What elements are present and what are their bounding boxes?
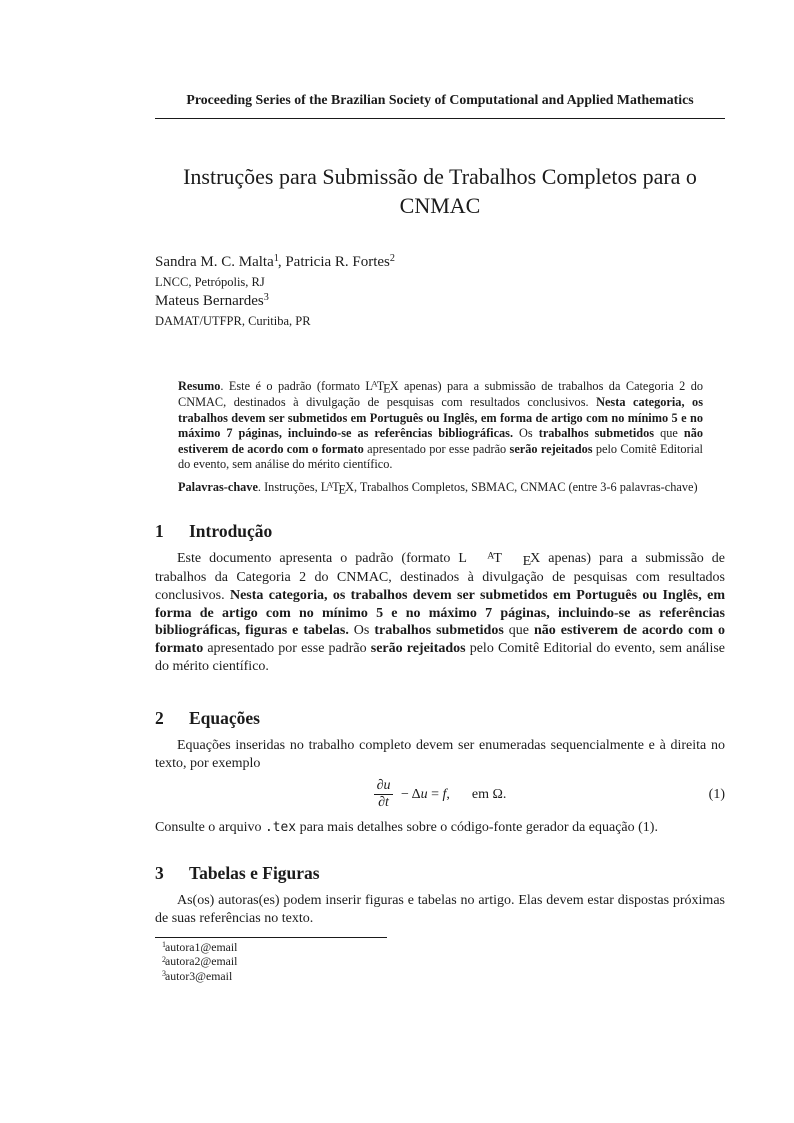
- equation-numerator: ∂u: [374, 778, 394, 795]
- footnote-2-mark: 2: [162, 954, 167, 964]
- footnote-rule: [155, 937, 387, 938]
- page-content: [155, 0, 725, 985]
- section-1-heading: [155, 520, 725, 542]
- abstract-resumo: Resumo. Este é o padrão (formato LATEX apenas) para a submissão de trabalhos da Categoria 2 do CNMAC, destinados à divulgação de pesquisas com resultados conclusivos. Nesta categoria, os trabalhos devem ser submetidos em Português ou Inglês, em forma de artigo com no mínimo 5 e no máximo 7 páginas, incluindo-se as referências bibliográficas. Os trabalhos submetidos que não estiverem de acordo com o formato apresentado por esse padrão serão rejeitados pelo Comitê Editorial do evento, sem análise do mérito científico.: [178, 378, 704, 472]
- footnote-1-mark: 1: [162, 940, 167, 950]
- author-line-2: Mateus Bernardes$^3$: [155, 292, 269, 309]
- paper-title-line2: CNMAC: [399, 193, 481, 218]
- latex-logo: LATEX: [365, 378, 399, 396]
- footnote-3: [155, 970, 725, 985]
- equation-body: − Δu = f,: [397, 786, 450, 802]
- footnote-block: [155, 937, 725, 985]
- paper-title-line1: Instruções para Submissão de Trabalhos Completos para o: [183, 164, 697, 189]
- author-block: [155, 252, 725, 330]
- section-2-heading: [155, 707, 725, 729]
- section-1-number: 1: [155, 520, 164, 541]
- paper-title: [155, 162, 725, 220]
- equations-paragraph: Equações inseridas no trabalho completo devem ser enumeradas sequencialmente e à direita no texto, por exemplo: [155, 738, 725, 772]
- abstract-keywords: Palavras-chave. Instruções, LATEX, Trabalhos Completos, SBMAC, CNMAC (entre 3-6 palavras-chave): [178, 480, 698, 498]
- footnote-3-mark: 3: [162, 969, 167, 979]
- latex-logo: LATEX: [320, 480, 354, 498]
- section-3-title: Tabelas e Figuras: [189, 862, 320, 883]
- running-header: Proceeding Series of the Brazilian Society of Computational and Applied Mathematics: [186, 92, 694, 107]
- abstract: [178, 379, 703, 497]
- footnote-1: [155, 941, 725, 956]
- author-affiliation-2: DAMAT/UTFPR, Curitiba, PR: [155, 314, 311, 328]
- author-line-1: Sandra M. C. Malta$^1$, Patricia R. Fortes$^2$: [155, 253, 395, 270]
- latex-logo: L AT EX: [458, 550, 541, 569]
- footnote-3-text: autor3@email: [165, 968, 233, 983]
- footnote-2: [155, 955, 725, 970]
- equation-domain: em Ω.: [471, 786, 507, 802]
- author-affiliation-1: LNCC, Petrópolis, RJ: [155, 275, 265, 289]
- tex-note-paragraph: Consulte o arquivo .tex para mais detalhes sobre o código-fonte gerador da equação (1).: [155, 820, 658, 835]
- header-rule: [155, 118, 725, 119]
- section-1-title: Introdução: [189, 520, 273, 541]
- equation-1: [155, 778, 725, 811]
- equation-fraction: [374, 778, 394, 811]
- figures-paragraph: As(os) autoras(es) podem inserir figuras e tabelas no artigo. Elas devem estar dispostas próximas de suas referências no texto.: [155, 892, 725, 926]
- footnote-2-text: autora2@email: [165, 954, 238, 969]
- section-2-number: 2: [155, 708, 164, 729]
- equation-denominator: ∂t: [378, 795, 389, 810]
- footnote-1-text: autora1@email: [165, 939, 238, 954]
- section-3-heading: [155, 862, 725, 884]
- equation-number: (1): [708, 786, 725, 802]
- introduction-paragraph: Este documento apresenta o padrão (formato L AT EX apenas) para a submissão de trabalhos da Categoria 2 do CNMAC, destinados à divulgação de pesquisas com resultados conclusivos. Nesta categoria, os trabalhos devem ser submetidos em Português ou Inglês, em forma de artigo com no mínimo 5 e no máximo 7 páginas, incluindo-se as referências bibliográficas, figuras e tabelas. Os trabalhos submetidos que não estiverem de acordo com o formato apresentado por esse padrão serão rejeitados pelo Comitê Editorial do evento, sem análise do mérito científico.: [155, 550, 726, 675]
- section-3-number: 3: [155, 862, 164, 883]
- section-2-title: Equações: [189, 708, 260, 729]
